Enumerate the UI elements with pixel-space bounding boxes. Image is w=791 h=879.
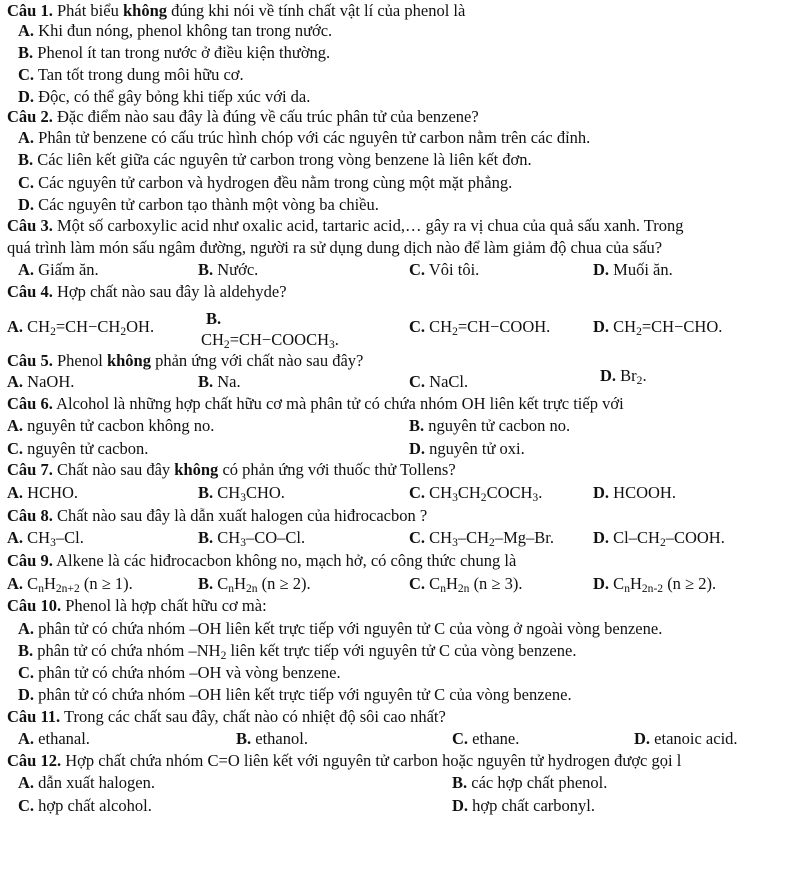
option — [634, 729, 738, 749]
question-3 — [7, 216, 684, 236]
option-label: C. — [18, 173, 35, 192]
option — [409, 372, 468, 392]
option — [593, 574, 716, 594]
option — [18, 150, 532, 170]
option-label: C. — [7, 439, 24, 458]
option-label: C. — [409, 372, 426, 391]
question-stem: Một số carboxylic acid như oxalic acid, tartaric acid,… gây ra vị chua của quả sấu xanh. Trong — [56, 216, 684, 235]
question-11 — [7, 707, 446, 727]
option-text: ethanal. — [38, 729, 90, 748]
option-label: A. — [18, 21, 35, 40]
question-stem: Đặc điểm nào sau đây là đúng về cấu trúc phân tử của benzene? — [56, 107, 479, 126]
question-label: Câu 10. — [7, 596, 62, 615]
option — [18, 43, 330, 63]
option — [198, 372, 241, 392]
option — [409, 317, 550, 337]
question-stem: Hợp chất chứa nhóm C=O liên kết với nguyên tử carbon hoặc nguyên tử hydrogen được gọi l — [65, 751, 682, 770]
option-label: A. — [7, 574, 24, 593]
option — [206, 309, 221, 329]
question-stem: có phản ứng với thuốc thử Tollens? — [218, 460, 456, 479]
option — [7, 574, 133, 594]
option-text: HCHO. — [27, 483, 79, 502]
question-1 — [7, 1, 465, 21]
option — [18, 65, 244, 85]
option-text: nguyên tử cacbon không no. — [27, 416, 215, 435]
option-label: A. — [7, 528, 24, 547]
option — [18, 685, 572, 705]
option-text: $CH_3CH_2COCH_3$. — [429, 483, 543, 504]
option — [18, 195, 379, 215]
option — [600, 366, 647, 386]
option-text: $C_nH_{2n+2}$ (n ≥ 1). — [27, 574, 133, 595]
option-label: D. — [18, 685, 35, 704]
option-text: hợp chất alcohol. — [38, 796, 152, 815]
question-6 — [7, 394, 624, 414]
option — [409, 439, 525, 459]
option — [236, 729, 308, 749]
option-label: B. — [198, 483, 214, 502]
option-text: Các liên kết giữa các nguyên tử carbon trong vòng benzene là liên kết đơn. — [37, 150, 532, 169]
option-label: D. — [593, 574, 610, 593]
option-text: Phân tử benzene có cấu trúc hình chóp với các nguyên tử carbon nằm trên các đỉnh. — [38, 128, 591, 147]
option-label: D. — [634, 729, 651, 748]
question-stem: Phát biểu — [56, 1, 123, 20]
option-text: $Br_2$. — [620, 366, 647, 387]
option — [593, 528, 725, 548]
option — [452, 729, 519, 749]
option-text: các hợp chất phenol. — [471, 773, 608, 792]
option — [7, 528, 84, 548]
question-label: Câu 2. — [7, 107, 53, 126]
option-text: Giấm ăn. — [38, 260, 99, 279]
question-label: Câu 9. — [7, 551, 53, 570]
option-text: $CH_3-Cl$. — [27, 528, 84, 549]
option — [18, 619, 662, 639]
question-12 — [7, 751, 681, 771]
question-label: Câu 11. — [7, 707, 61, 726]
question-9 — [7, 551, 516, 571]
option-label: A. — [18, 729, 35, 748]
question-stem: Chất nào sau đây — [56, 460, 175, 479]
option-label: D. — [18, 195, 35, 214]
option-text: Vôi tôi. — [428, 260, 480, 279]
option-text: phân tử có chứa nhóm $-NH_2$ liên kết trực tiếp với nguyên tử C của vòng benzene. — [37, 641, 577, 662]
option-text: $Cl-CH_2$–COOH. — [613, 528, 725, 549]
option-label: B. — [198, 372, 214, 391]
option — [18, 641, 576, 661]
option-text: Na. — [217, 372, 241, 391]
question-stem: Alkene là các hiđrocacbon không no, mạch hở, có công thức chung là — [56, 551, 517, 570]
option-label: B. — [18, 641, 34, 660]
option — [198, 574, 311, 594]
question-7 — [7, 460, 456, 480]
option — [18, 773, 155, 793]
option-label: C. — [409, 528, 426, 547]
option — [198, 528, 305, 548]
option-label: B. — [18, 43, 34, 62]
question-stem: đúng khi nói về tính chất vật lí của phenol là — [167, 1, 466, 20]
option-label: D. — [593, 260, 610, 279]
option-text: Độc, có thể gây bỏng khi tiếp xúc với da. — [38, 87, 311, 106]
option-text: Các nguyên tử carbon tạo thành một vòng ba chiều. — [38, 195, 379, 214]
option-text: $CH_2=CH-CHO$. — [613, 317, 723, 338]
option-label: B. — [198, 260, 214, 279]
option — [18, 173, 512, 193]
option — [409, 260, 479, 280]
option — [593, 317, 722, 337]
option-label: C. — [409, 574, 426, 593]
option-label: D. — [593, 317, 610, 336]
option — [7, 483, 78, 503]
option — [198, 260, 258, 280]
option-label: D. — [18, 87, 35, 106]
option-text: Các nguyên tử carbon và hydrogen đều nằm trong cùng một mặt phẳng. — [38, 173, 513, 192]
option-text: etanoic acid. — [654, 729, 738, 748]
question-stem-emphasis: không — [174, 460, 219, 479]
question-label: Câu 8. — [7, 506, 53, 525]
question-stem: Chất nào sau đây là dẫn xuất halogen của hiđrocacbon ? — [56, 506, 428, 525]
option-text: hợp chất carbonyl. — [472, 796, 595, 815]
option-text: $CH_2=CH-COOCH_3$. — [201, 330, 339, 351]
option-label: C. — [18, 663, 35, 682]
question-stem: Hợp chất nào sau đây là aldehyde? — [56, 282, 287, 301]
option-label: C. — [409, 483, 426, 502]
option — [7, 416, 214, 436]
option-text: ethane. — [472, 729, 520, 748]
option-text: Nước. — [217, 260, 259, 279]
option-label: D. — [600, 366, 617, 385]
option-label: A. — [7, 483, 24, 502]
option — [7, 317, 154, 337]
option-label: B. — [236, 729, 252, 748]
option-label: A. — [7, 317, 24, 336]
option — [18, 87, 310, 107]
option — [18, 729, 90, 749]
question-stem: Alcohol là những hợp chất hữu cơ mà phân tử có chứa nhóm OH liên kết trực tiếp với — [56, 394, 624, 413]
option-text: Khi đun nóng, phenol không tan trong nước. — [38, 21, 333, 40]
option-text: phân tử có chứa nhóm –OH liên kết trực tiếp với nguyên tử C của vòng benzene. — [38, 685, 572, 704]
question-label: Câu 1. — [7, 1, 53, 20]
question-stem: phản ứng với chất nào sau đây? — [150, 351, 364, 370]
option-label: C. — [18, 65, 35, 84]
option-label: D. — [452, 796, 469, 815]
option-label: A. — [18, 260, 35, 279]
option-text: nguyên tử cacbon no. — [428, 416, 571, 435]
option — [452, 773, 607, 793]
option — [18, 21, 332, 41]
question-2 — [7, 107, 479, 127]
option-text: $C_nH_{2n-2}$ (n ≥ 2). — [613, 574, 717, 595]
option-text: $CH_3CHO$. — [217, 483, 285, 504]
option-label: B. — [198, 574, 214, 593]
option — [18, 796, 152, 816]
option-label: B. — [18, 150, 34, 169]
option-text: $C_nH_{2n}$ (n ≥ 2). — [217, 574, 311, 595]
option — [593, 260, 673, 280]
option-text: $CH_3-CO-Cl$. — [217, 528, 306, 549]
option-text: nguyên tử cacbon. — [27, 439, 149, 458]
option-label: D. — [409, 439, 426, 458]
option-text: nguyên tử oxi. — [429, 439, 525, 458]
question-10 — [7, 596, 267, 616]
option-label: B. — [452, 773, 468, 792]
option-label: A. — [18, 773, 35, 792]
question-8 — [7, 506, 427, 526]
option-label: B. — [409, 416, 425, 435]
option-text: $CH_2=CH-CH_2OH$. — [27, 317, 155, 338]
question-label: Câu 4. — [7, 282, 53, 301]
option-text: Tan tốt trong dung môi hữu cơ. — [37, 65, 244, 84]
question-label: Câu 5. — [7, 351, 53, 370]
option-label: A. — [18, 619, 35, 638]
option-label: C. — [18, 796, 35, 815]
question-stem-emphasis: không — [106, 351, 151, 370]
option-text: Muối ăn. — [613, 260, 673, 279]
option-label: C. — [409, 260, 426, 279]
option — [409, 416, 570, 436]
question-label: Câu 12. — [7, 751, 62, 770]
question-stem: Phenol — [56, 351, 107, 370]
option — [7, 439, 148, 459]
option — [409, 574, 522, 594]
option-text: ethanol. — [255, 729, 308, 748]
option-label: D. — [593, 483, 610, 502]
option-text: dẫn xuất halogen. — [38, 773, 156, 792]
option-text: Phenol ít tan trong nước ở điều kiện thường. — [37, 43, 331, 62]
option-text: NaOH. — [27, 372, 75, 391]
question-4 — [7, 282, 287, 302]
option-label: D. — [593, 528, 610, 547]
option — [18, 128, 590, 148]
option-label: B. — [198, 528, 214, 547]
option — [198, 483, 285, 503]
option-text: $C_nH_{2n}$ (n ≥ 3). — [429, 574, 523, 595]
option — [18, 260, 99, 280]
question-stem-emphasis: không — [122, 1, 167, 20]
question-label: Câu 7. — [7, 460, 53, 479]
option-text: HCOOH. — [613, 483, 676, 502]
question-5 — [7, 351, 363, 371]
option-text — [201, 330, 339, 350]
option — [452, 796, 595, 816]
question-stem: Phenol là hợp chất hữu cơ mà: — [65, 596, 267, 615]
question-stem-continued: quá trình làm món sấu ngâm đường, người ra sử dụng dung dịch nào để làm giảm độ chua của sấu? — [7, 238, 663, 257]
option-label: A. — [18, 128, 35, 147]
option-label: B. — [206, 309, 222, 328]
option — [18, 663, 341, 683]
question-label: Câu 3. — [7, 216, 53, 235]
option-text: NaCl. — [429, 372, 469, 391]
option-label: A. — [7, 416, 24, 435]
option-text: $CH_2=CH-COOH$. — [429, 317, 551, 338]
option-text: phân tử có chứa nhóm –OH liên kết trực tiếp với nguyên tử C của vòng ở ngoài vòng benzene. — [38, 619, 663, 638]
option-text: phân tử có chứa nhóm –OH và vòng benzene. — [38, 663, 341, 682]
option — [593, 483, 676, 503]
option-label: C. — [409, 317, 426, 336]
option-label: C. — [452, 729, 469, 748]
option-text: $CH_3-CH_2-Mg-Br$. — [429, 528, 554, 549]
question-stem: Trong các chất sau đây, chất nào có nhiệt độ sôi cao nhất? — [64, 707, 446, 726]
option-label: A. — [7, 372, 24, 391]
option — [7, 372, 74, 392]
option — [409, 483, 542, 503]
option — [409, 528, 554, 548]
question-label: Câu 6. — [7, 394, 53, 413]
